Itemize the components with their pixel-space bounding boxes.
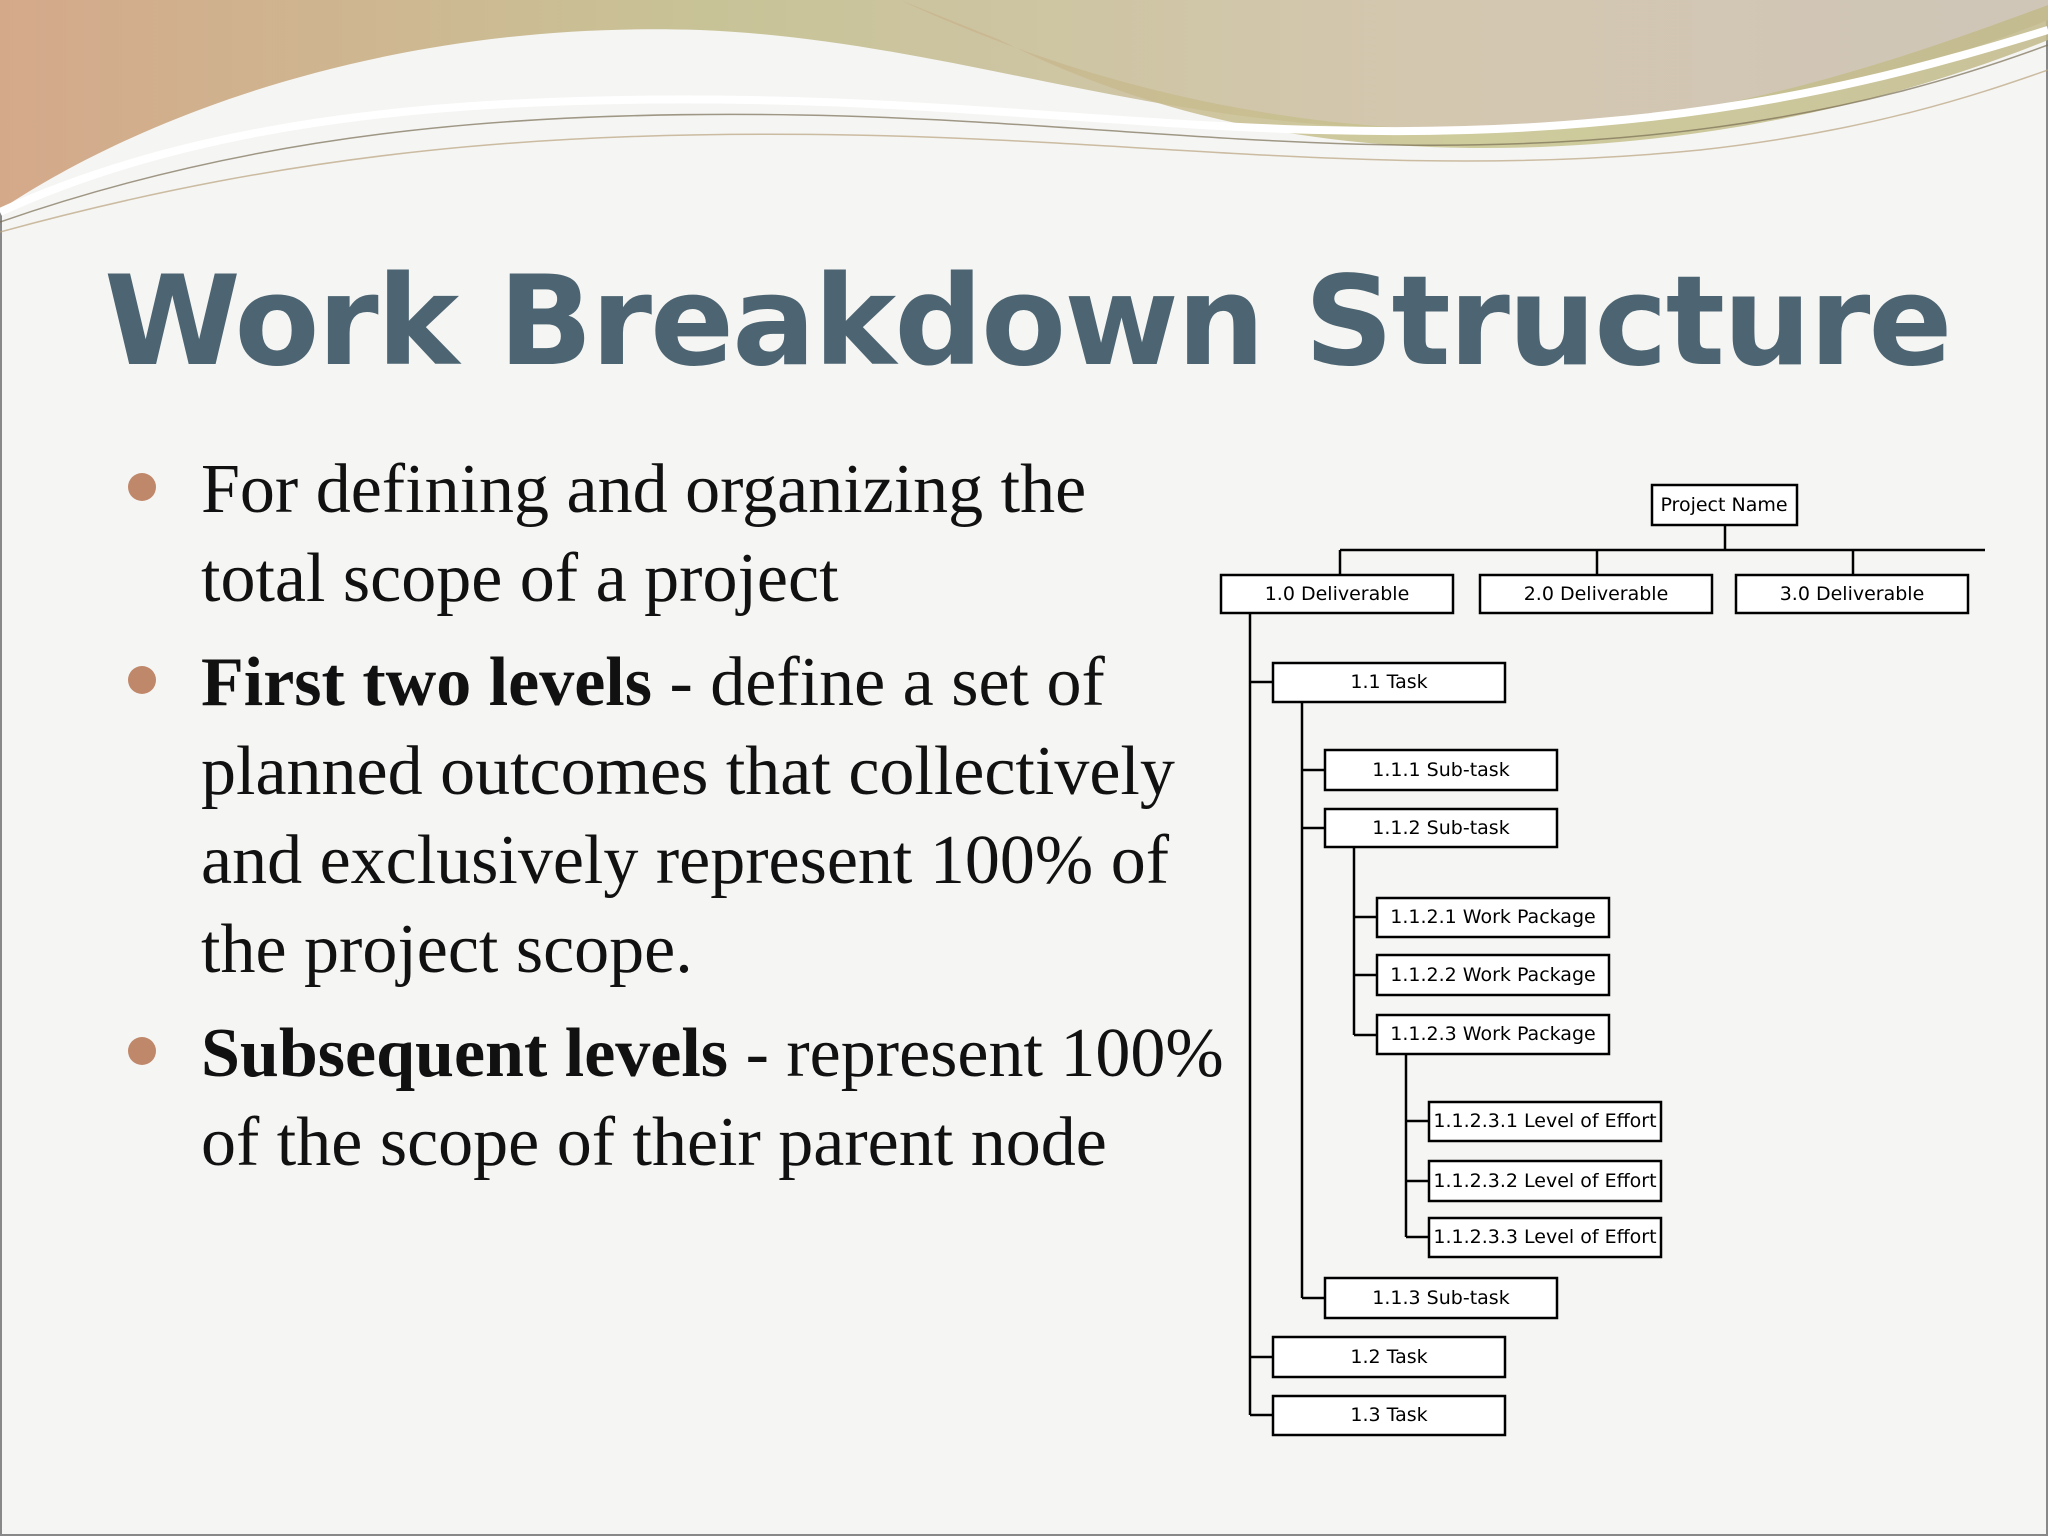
bullet-item	[126, 638, 1226, 994]
wbs-node-label: 1.3 Task	[1350, 1404, 1428, 1426]
bullet-text: - represent 100% of the scope of their parent node	[201, 1015, 1224, 1181]
bullet-bold-text: First two levels	[201, 644, 652, 721]
header-wave-decoration	[0, 0, 2048, 260]
bullet-list	[126, 445, 1226, 1202]
wbs-node-deliverable	[1221, 575, 1453, 613]
wbs-node-label: 1.1.2.1 Work Package	[1390, 906, 1596, 928]
wbs-node-root	[1652, 485, 1797, 525]
wbs-tree-diagram	[1210, 470, 1990, 1450]
wbs-node-label: 1.1.2 Sub-task	[1372, 817, 1510, 839]
wbs-node-subtask	[1325, 809, 1557, 847]
wbs-node-label: 1.1.2.3.3 Level of Effort	[1433, 1226, 1657, 1248]
wbs-node-level-of-effort	[1429, 1218, 1661, 1257]
wbs-node-subtask	[1325, 750, 1557, 790]
bullet-text: - define a set of planned outcomes that collectively and exclusively represent 100% of the project scope.	[201, 644, 1175, 988]
wbs-node-work-package	[1377, 955, 1609, 995]
wbs-node-task	[1273, 1396, 1505, 1435]
bullet-dot-icon	[128, 1037, 156, 1065]
wbs-node-subtask	[1325, 1278, 1557, 1318]
wbs-node-task	[1273, 1337, 1505, 1377]
bullet-item	[126, 1009, 1226, 1187]
wbs-node-deliverable	[1480, 575, 1712, 613]
wbs-node-deliverable	[1736, 575, 1968, 613]
wbs-node-label: 2.0 Deliverable	[1523, 583, 1669, 605]
bullet-item	[126, 445, 1226, 623]
wbs-node-label: 1.0 Deliverable	[1264, 583, 1410, 605]
wbs-node-label: 1.1 Task	[1350, 671, 1428, 693]
wbs-node-work-package	[1377, 1015, 1609, 1054]
bullet-dot-icon	[128, 666, 156, 694]
wbs-node-label: 1.1.1 Sub-task	[1372, 759, 1510, 781]
wbs-node-label: 1.1.3 Sub-task	[1372, 1287, 1510, 1309]
wbs-node-level-of-effort	[1429, 1102, 1661, 1141]
wbs-node-label: 3.0 Deliverable	[1779, 583, 1925, 605]
wbs-node-level-of-effort	[1429, 1161, 1661, 1201]
bullet-bold-text: Subsequent levels	[201, 1015, 729, 1092]
slide-title: Work Breakdown Structure	[104, 250, 1951, 394]
wbs-node-label: 1.1.2.2 Work Package	[1390, 964, 1596, 986]
bullet-dot-icon	[128, 473, 156, 501]
wbs-node-label: 1.1.2.3 Work Package	[1390, 1023, 1596, 1045]
wbs-node-label: 1.2 Task	[1350, 1346, 1428, 1368]
wbs-node-label: 1.1.2.3.2 Level of Effort	[1433, 1170, 1657, 1192]
wbs-node-label: Project Name	[1660, 494, 1788, 516]
wbs-node-label: 1.1.2.3.1 Level of Effort	[1433, 1110, 1657, 1132]
bullet-text: For defining and organizing the total scope of a project	[201, 451, 1087, 617]
wbs-node-work-package	[1377, 898, 1609, 937]
wbs-node-task	[1273, 663, 1505, 702]
